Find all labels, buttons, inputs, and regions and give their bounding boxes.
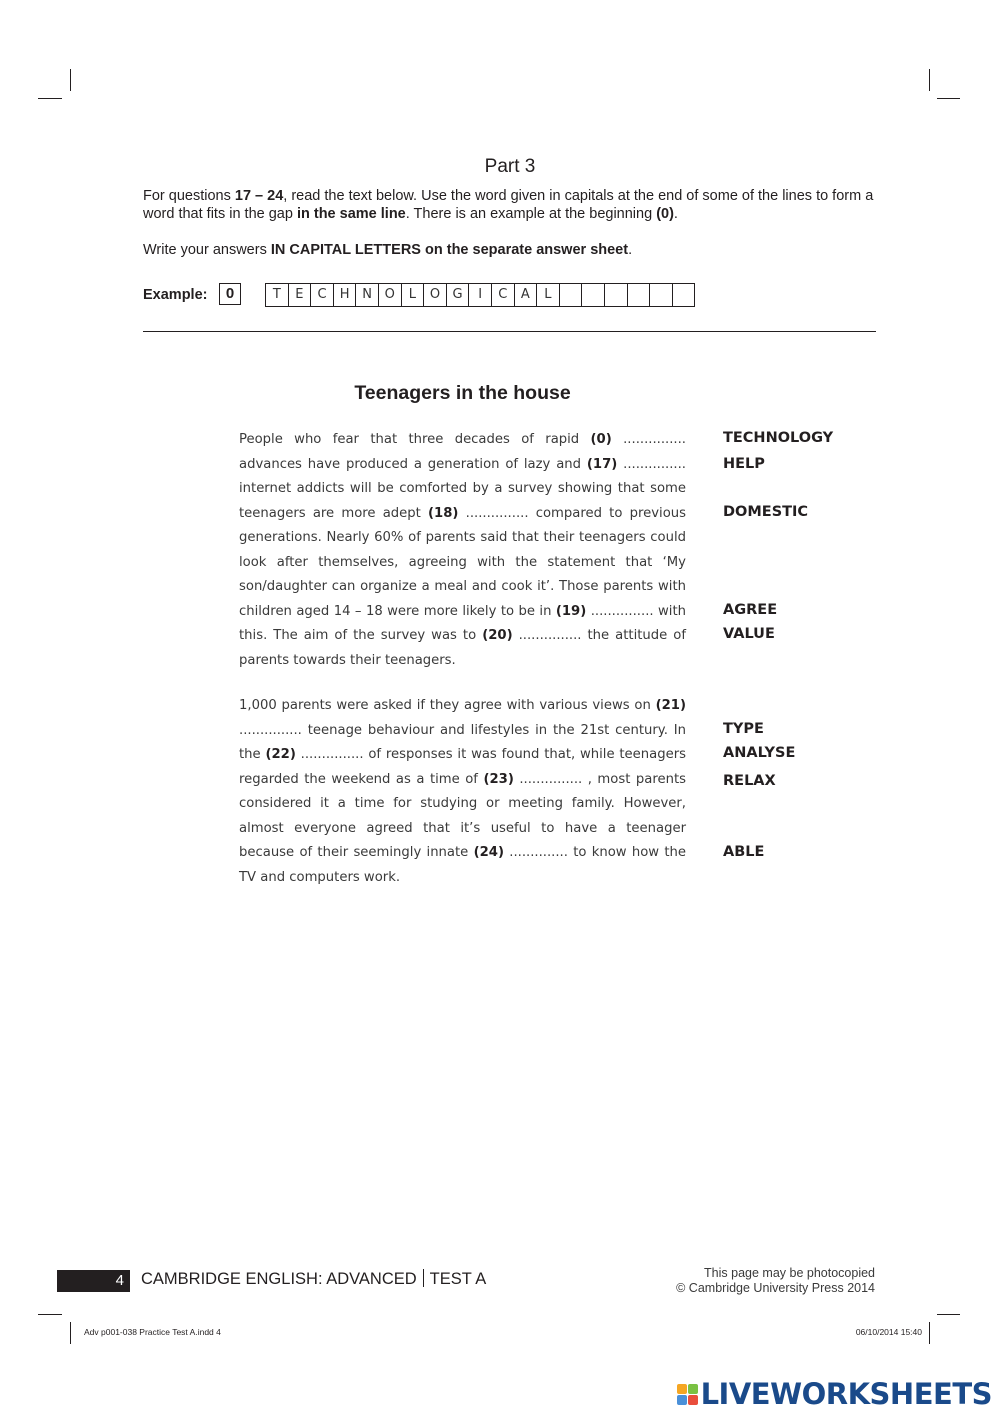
example-letter-cell: A <box>515 284 538 306</box>
gap-number-21: (21) <box>655 698 686 713</box>
gap-number-18: (18) <box>428 505 459 521</box>
keyword-technology: TECHNOLOGY <box>723 430 834 446</box>
keyword-able: ABLE <box>723 844 765 860</box>
keyword-type: TYPE <box>723 721 764 737</box>
example-letter-cell: C <box>492 284 515 306</box>
crop-mark-top-left-h <box>38 98 62 99</box>
example-letter-cell <box>650 284 673 306</box>
paragraph-1 <box>239 428 686 673</box>
paragraph-text: ............... teenage behaviour and lifestyles in the 21st century. In the <box>239 722 686 762</box>
gap-number-19: (19) <box>555 603 587 619</box>
crop-mark-top-right-v <box>929 69 930 91</box>
example-letter-cell: L <box>537 284 560 306</box>
gap-number-20: (20) <box>482 628 513 643</box>
example-letter-cell: C <box>311 284 334 306</box>
footer-title-left: CAMBRIDGE ENGLISH: ADVANCED <box>141 1270 417 1288</box>
instruction-text: . <box>628 242 633 258</box>
instruction-text: Write your answers <box>143 242 271 258</box>
example-label: Example: <box>143 287 208 303</box>
crop-mark-bottom-left-h <box>38 1314 62 1315</box>
paragraph-text: ............... with this. The aim of the survey was to <box>239 603 686 643</box>
instruction-text: For questions <box>143 188 235 204</box>
footer-separator <box>423 1269 424 1287</box>
copyright-notice <box>676 1266 875 1296</box>
gap-number-0: (0) <box>590 432 612 447</box>
logo-square-blue <box>677 1395 687 1405</box>
slug-timestamp: 06/10/2014 15:40 <box>855 1327 922 1337</box>
example-number-box: 0 <box>219 283 241 305</box>
liveworksheets-logo <box>677 1377 992 1411</box>
keyword-value: VALUE <box>723 626 775 642</box>
example-letter-cell: O <box>424 284 447 306</box>
text-title: Teenagers in the house <box>354 382 571 404</box>
logo-square-red <box>688 1395 698 1405</box>
instruction-text: , read the text below. Use the word given in capitals at the end of some of the lines to form a word that fits in the gap <box>143 188 874 222</box>
logo-square-green <box>688 1384 698 1394</box>
instruction-text: . <box>673 206 678 222</box>
paragraph-text: 1,000 parents were asked if they agree with various views on <box>239 698 656 713</box>
section-divider <box>143 331 876 332</box>
example-letter-cell: T <box>266 284 289 306</box>
example-letter-cell: L <box>402 284 425 306</box>
example-letter-cell: N <box>356 284 379 306</box>
paragraph-text: .............. to know how the TV and computers work. <box>239 845 687 885</box>
liveworksheets-icon <box>677 1384 698 1405</box>
footer-title-right: TEST A <box>429 1270 487 1288</box>
example-letter-cell <box>582 284 605 306</box>
paragraph-text: ............... of responses it was found that, while teenagers regarded the weekend as a time of <box>239 747 686 787</box>
example-letter-cell <box>628 284 651 306</box>
example-letter-cell: G <box>447 284 470 306</box>
logo-square-orange <box>677 1384 687 1394</box>
example-reference: (0) <box>656 206 674 222</box>
paragraph-text: ............... internet addicts will be comforted by a survey showing that some teenagers are more adept <box>239 456 687 521</box>
example-letter-cell <box>673 284 696 306</box>
example-letter-cell <box>560 284 583 306</box>
footer-title <box>141 1269 486 1289</box>
paragraph-text: People who fear that three decades of rapid <box>239 432 591 447</box>
example-letter-cell: E <box>289 284 312 306</box>
crop-mark-bottom-right-v <box>929 1322 930 1344</box>
keyword-domestic: DOMESTIC <box>723 504 809 520</box>
instruction-answers <box>143 241 883 259</box>
paragraph-text: ............... advances have produced a generation of lazy and <box>239 432 686 472</box>
keyword-agree: AGREE <box>723 602 778 618</box>
question-range: 17 – 24 <box>234 188 284 204</box>
keyword-analyse: ANALYSE <box>723 745 796 761</box>
copyright-line: © Cambridge University Press 2014 <box>676 1281 875 1295</box>
gap-number-24: (24) <box>473 845 504 860</box>
instruction-emphasis: IN CAPITAL LETTERS on the separate answer sheet <box>270 242 629 258</box>
photocopy-note: This page may be photocopied <box>704 1266 875 1280</box>
crop-mark-bottom-left-v <box>70 1322 71 1344</box>
instruction-text: . There is an example at the beginning <box>405 206 657 222</box>
paragraph-text: ............... the attitude of parents towards their teenagers. <box>239 628 686 668</box>
crop-mark-top-left-v <box>70 69 71 91</box>
paragraph-text: ............... compared to previous generations. Nearly 60% of parents said that their teenagers could look after themselves, agreeing with the statement that ‘My son/daughter can organize a meal and cook it’. Those parents with children aged 14 – 18 were more likely to be in <box>239 505 686 619</box>
liveworksheets-text: LIVEWORKSHEETS <box>700 1377 992 1411</box>
keyword-help: HELP <box>723 456 765 472</box>
gap-number-17: (17) <box>586 456 618 472</box>
gap-number-23: (23) <box>483 771 514 787</box>
instruction-questions <box>143 187 883 223</box>
example-letter-cell: H <box>334 284 357 306</box>
instruction-emphasis: in the same line <box>296 206 406 222</box>
example-answer-grid <box>265 283 695 307</box>
crop-mark-bottom-right-h <box>937 1314 960 1315</box>
keyword-relax: RELAX <box>723 773 776 789</box>
paragraph-2 <box>239 694 686 890</box>
example-letter-cell: I <box>469 284 492 306</box>
gap-number-22: (22) <box>265 747 296 762</box>
part-title: Part 3 <box>484 156 536 177</box>
paragraph-text: ............... , most parents considered it a time for studying or meeting family. However, almost everyone agreed that it’s useful to have a teenager because of their seemingly innate <box>239 771 686 860</box>
page-number: 4 <box>57 1270 130 1292</box>
example-letter-cell: O <box>379 284 402 306</box>
crop-mark-top-right-h <box>937 98 960 99</box>
example-letter-cell <box>605 284 628 306</box>
slug-filename: Adv p001-038 Practice Test A.indd 4 <box>84 1327 221 1337</box>
